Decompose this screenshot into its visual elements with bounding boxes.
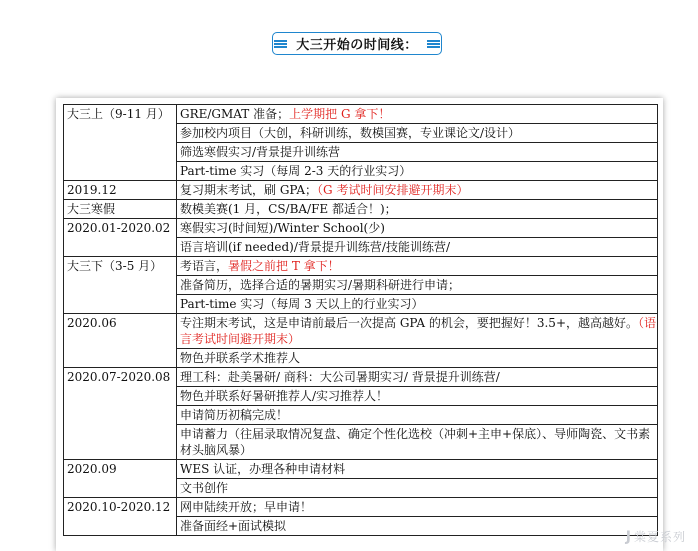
title-bars-left-icon xyxy=(274,40,287,48)
task-note: 上学期把 G 拿下！ xyxy=(289,107,391,121)
task-cell xyxy=(177,314,658,349)
task-cell: 物色并联系学术推荐人 xyxy=(177,349,658,368)
table-row xyxy=(64,368,658,387)
period-cell: 大三下（3-5 月） xyxy=(64,257,177,314)
task-cell xyxy=(177,105,658,124)
task-note: （G 考试时间安排避开期末） xyxy=(317,183,469,197)
timeline-table xyxy=(63,104,658,536)
task-text: 复习期末考试，刷 GPA； xyxy=(180,183,318,197)
table-row xyxy=(64,314,658,349)
table-row xyxy=(64,105,658,124)
task-cell: 参加校内项目（大创，科研训练，数模国赛，专业课论文/设计） xyxy=(177,124,658,143)
table-row xyxy=(64,219,658,238)
task-cell: 申请简历初稿完成！ xyxy=(177,406,658,425)
task-cell: WES 认证，办理各种申请材料 xyxy=(177,460,658,479)
task-cell: 寒假实习(时间短)/Winter School(少) xyxy=(177,219,658,238)
period-cell: 2020.06 xyxy=(64,314,177,368)
task-cell: 数模美赛(1 月，CS/BA/FE 都适合！)； xyxy=(177,200,658,219)
task-note: 暑假之前把 T 拿下！ xyxy=(228,259,340,273)
task-text: 考语言， xyxy=(180,259,229,273)
task-cell: Part-time 实习（每周 3 天以上的行业实习） xyxy=(177,295,658,314)
task-note: （语言考试时间避开期末） xyxy=(180,316,657,346)
period-cell: 2019.12 xyxy=(64,181,177,200)
task-cell: Part-time 实习（每周 2-3 天的行业实习） xyxy=(177,162,658,181)
period-cell: 大三上（9-11 月） xyxy=(64,105,177,181)
timeline-document xyxy=(56,98,663,551)
task-cell: 语言培训(if needed)/背景提升训练营/技能训练营/ xyxy=(177,238,658,257)
section-title-pill xyxy=(272,32,442,55)
period-cell: 2020.09 xyxy=(64,460,177,498)
period-cell: 2020.07-2020.08 xyxy=(64,368,177,460)
task-cell: 准备简历，选择合适的暑期实习/暑期科研进行申请； xyxy=(177,276,658,295)
period-cell: 2020.01-2020.02 xyxy=(64,219,177,257)
task-cell: 网申陆续开放；早申请！ xyxy=(177,498,658,517)
task-cell: 物色并联系好暑研推荐人/实习推荐人！ xyxy=(177,387,658,406)
task-cell xyxy=(177,181,658,200)
task-cell: 申请蓄力（往届录取情况复盘、确定个性化选校（冲刺+主申+保底）、导师陶瓷、文书素材头脑风暴） xyxy=(177,425,658,460)
title-bars-right-icon xyxy=(427,40,440,48)
watermark-text: 棠夏系列 xyxy=(633,530,686,544)
section-title: 大三开始の时间线： xyxy=(296,38,418,53)
task-text: 专注期末考试，这是申请前最后一次提高 GPA 的机会，要把握好！3.5+，越高越好。 xyxy=(180,316,638,330)
task-cell xyxy=(177,257,658,276)
task-cell: 文书创作 xyxy=(177,479,658,498)
task-cell: 筛选寒假实习/背景提升训练营 xyxy=(177,143,658,162)
period-cell: 大三寒假 xyxy=(64,200,177,219)
task-text: GRE/GMAT 准备； xyxy=(180,107,290,121)
task-cell: 准备面经+面试模拟 xyxy=(177,517,658,536)
table-row xyxy=(64,257,658,276)
watermark-logo-icon: J xyxy=(625,529,632,545)
table-row xyxy=(64,181,658,200)
watermark xyxy=(626,528,686,545)
table-row xyxy=(64,200,658,219)
period-cell: 2020.10-2020.12 xyxy=(64,498,177,536)
task-cell: 理工科：赴美暑研/ 商科：大公司暑期实习/ 背景提升训练营/ xyxy=(177,368,658,387)
table-row xyxy=(64,498,658,517)
table-row xyxy=(64,460,658,479)
